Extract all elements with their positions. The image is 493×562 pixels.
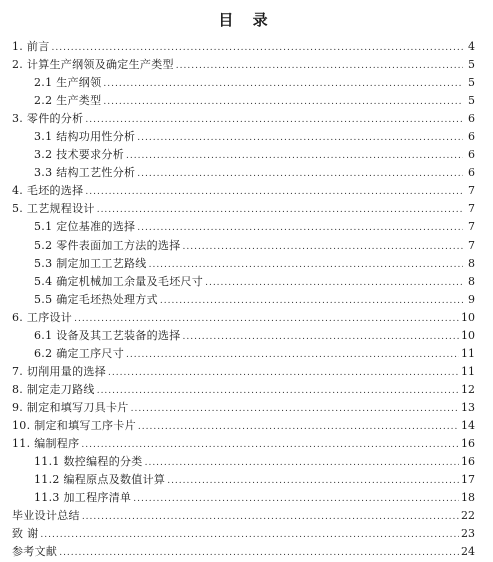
toc-entry[interactable]	[12, 435, 475, 453]
toc-dot-leader	[149, 256, 463, 274]
toc-entry[interactable]	[12, 128, 475, 146]
toc-entry[interactable]	[12, 417, 475, 435]
toc-entry-label: 5.4 确定机械加工余量及毛坯尺寸	[34, 274, 204, 288]
toc-entry-label: 致 谢	[12, 527, 39, 541]
toc-dot-leader	[145, 454, 459, 472]
toc-dot-leader	[160, 292, 463, 310]
toc-dot-leader	[108, 364, 459, 382]
toc-dot-leader	[183, 238, 464, 256]
toc-dot-leader	[85, 111, 463, 129]
toc-entry[interactable]	[12, 218, 475, 236]
toc-entry-label: 5.1 定位基准的选择	[34, 220, 136, 234]
toc-entry-page-number: 23	[461, 527, 475, 541]
toc-dot-leader	[82, 508, 459, 526]
toc-dot-leader	[126, 147, 463, 165]
toc-entry-label: 3.3 结构工艺性分析	[34, 166, 136, 180]
toc-entry-label: 3.2 技术要求分析	[34, 148, 124, 162]
toc-entry-page-number: 7	[468, 220, 475, 234]
toc-entry-page-number: 5	[468, 76, 475, 90]
toc-entry-label: 6.2 确定工序尺寸	[34, 346, 124, 360]
toc-dot-leader	[137, 219, 463, 237]
toc-entry-page-number: 16	[461, 437, 475, 451]
toc-entry-page-number: 8	[468, 256, 475, 270]
toc-title: 目 录	[218, 11, 275, 29]
toc-entry[interactable]	[12, 255, 475, 273]
toc-entry[interactable]	[12, 327, 475, 345]
toc-dot-leader	[137, 165, 463, 183]
toc-entry-label: 参考文献	[12, 545, 58, 559]
toc-dot-leader	[74, 310, 459, 328]
toc-entry-label: 3. 零件的分析	[12, 112, 84, 126]
toc-dot-leader	[131, 400, 459, 418]
toc-entry-label: 4. 毛坯的选择	[12, 184, 84, 198]
toc-entry[interactable]	[12, 237, 475, 255]
toc-dot-leader	[205, 274, 463, 292]
toc-entry-label: 5.5 确定毛坯热处理方式	[34, 292, 158, 306]
toc-entry-page-number: 7	[468, 238, 475, 252]
toc-entry[interactable]	[12, 525, 475, 543]
toc-entry-label: 5. 工艺规程设计	[12, 202, 95, 216]
toc-entry[interactable]	[12, 399, 475, 417]
toc-entry[interactable]	[12, 489, 475, 507]
toc-dot-leader	[133, 490, 459, 508]
toc-entry-label: 7. 切削用量的选择	[12, 364, 106, 378]
toc-dot-leader	[138, 418, 459, 436]
toc-entry-label: 6.1 设备及其工艺装备的选择	[34, 328, 181, 342]
toc-entry-page-number: 9	[468, 292, 475, 306]
toc-entry[interactable]	[12, 56, 475, 74]
toc-entry-page-number: 14	[461, 418, 475, 432]
toc-dot-leader	[103, 75, 463, 93]
toc-entry-page-number: 17	[461, 473, 475, 487]
toc-entry-page-number: 7	[468, 202, 475, 216]
toc-dot-leader	[97, 201, 463, 219]
toc-entry-label: 毕业设计总结	[12, 509, 80, 523]
toc-entry-label: 11. 编制程序	[12, 437, 80, 451]
toc-entry[interactable]	[12, 309, 475, 327]
toc-dot-leader	[126, 346, 459, 364]
toc-entry[interactable]	[12, 182, 475, 200]
toc-dot-leader	[40, 526, 459, 544]
toc-entry-label: 5.2 零件表面加工方法的选择	[34, 238, 181, 252]
toc-entry-label: 2. 计算生产纲领及确定生产类型	[12, 58, 174, 72]
toc-dot-leader	[176, 57, 463, 75]
toc-entry[interactable]	[12, 146, 475, 164]
toc-entry[interactable]	[12, 273, 475, 291]
toc-entry-label: 9. 制定和填写刀具卡片	[12, 400, 129, 414]
toc-dot-leader	[183, 328, 460, 346]
toc-entry-page-number: 13	[461, 400, 475, 414]
toc-entry-page-number: 11	[461, 364, 475, 378]
toc-entry-page-number: 10	[461, 328, 475, 342]
toc-dot-leader	[59, 544, 459, 562]
toc-entry-label: 10. 制定和填写工序卡片	[12, 418, 136, 432]
toc-entry[interactable]	[12, 543, 475, 561]
toc-entry[interactable]	[12, 381, 475, 399]
toc-entry-label: 11.2 编程原点及数值计算	[34, 473, 166, 487]
toc-entry-page-number: 5	[468, 94, 475, 108]
toc-entry[interactable]	[12, 291, 475, 309]
toc-entry[interactable]	[12, 164, 475, 182]
toc-entry-page-number: 7	[468, 184, 475, 198]
toc-list	[12, 38, 475, 561]
toc-entry[interactable]	[12, 507, 475, 525]
toc-entry-label: 3.1 结构功用性分析	[34, 130, 136, 144]
toc-entry-page-number: 22	[461, 509, 475, 523]
toc-entry-label: 2.2 生产类型	[34, 94, 102, 108]
toc-entry-page-number: 6	[468, 112, 475, 126]
toc-entry-page-number: 11	[461, 346, 475, 360]
toc-entry[interactable]	[12, 200, 475, 218]
toc-entry-label: 5.3 制定加工工艺路线	[34, 256, 147, 270]
toc-entry-page-number: 12	[461, 382, 475, 396]
toc-dot-leader	[81, 436, 459, 454]
toc-entry-page-number: 6	[468, 130, 475, 144]
toc-entry-page-number: 6	[468, 166, 475, 180]
toc-entry[interactable]	[12, 92, 475, 110]
toc-entry[interactable]	[12, 471, 475, 489]
toc-entry-page-number: 24	[461, 545, 475, 559]
toc-entry[interactable]	[12, 74, 475, 92]
toc-entry-page-number: 10	[461, 310, 475, 324]
toc-entry[interactable]	[12, 363, 475, 381]
toc-entry-page-number: 8	[468, 274, 475, 288]
toc-entry[interactable]	[12, 345, 475, 363]
toc-entry-label: 6. 工序设计	[12, 310, 73, 324]
toc-entry-page-number: 5	[468, 58, 475, 72]
toc-entry-page-number: 4	[468, 40, 475, 53]
toc-entry-label: 2.1 生产纲领	[34, 76, 102, 90]
toc-entry[interactable]	[12, 110, 475, 128]
toc-entry-label: 11.3 加工程序清单	[34, 491, 132, 505]
toc-dot-leader	[103, 93, 463, 111]
toc-entry-page-number: 18	[461, 491, 475, 505]
toc-dot-leader	[167, 472, 459, 490]
toc-entry-page-number: 6	[468, 148, 475, 162]
toc-dot-leader	[85, 183, 463, 201]
toc-dot-leader	[97, 382, 459, 400]
toc-dot-leader	[52, 39, 464, 57]
toc-entry-page-number: 16	[461, 455, 475, 469]
toc-entry-label: 1. 前言	[12, 40, 50, 53]
toc-entry-label: 11.1 数控编程的分类	[34, 455, 143, 469]
toc-entry-label: 8. 制定走刀路线	[12, 382, 95, 396]
toc-dot-leader	[137, 129, 463, 147]
toc-entry[interactable]	[12, 453, 475, 471]
toc-entry[interactable]	[12, 38, 475, 56]
